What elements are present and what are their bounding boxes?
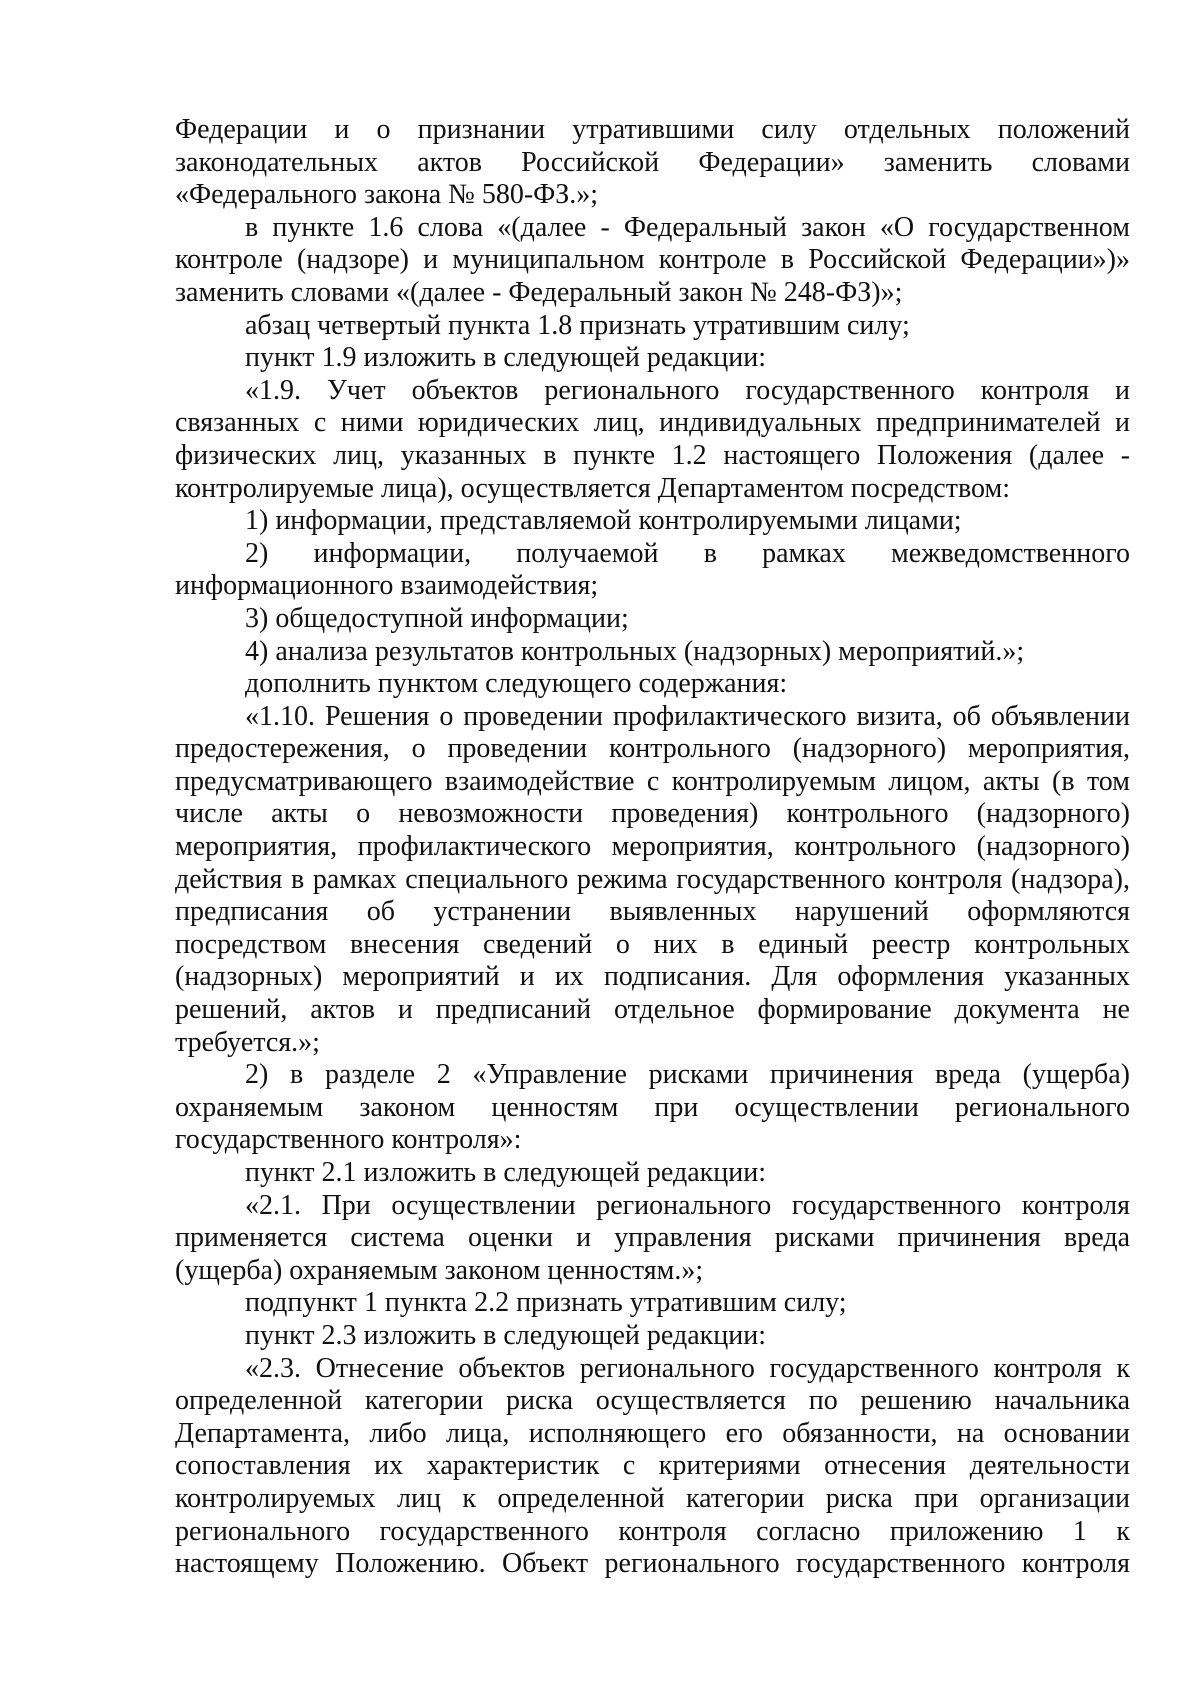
document-body bbox=[175, 114, 1130, 1581]
paragraph-2: в пункте 1.6 слова «(далее - Федеральный закон «О государственном контроле (надзоре) и муниципальном контроле в Российской Федерации»)» заменить словами «(далее - Федеральный закон № 248-ФЗ)»; bbox=[175, 211, 1130, 308]
paragraph-17: «2.3. Отнесение объектов регионального государственного контроля к определенной категории риска осуществляется по решению начальника Департамента, либо лица, исполняющего его обязанности, на основании сопоставления их характеристик с критериями отнесения деятельности контролируемых лиц к определенной категории риска при организации регионального государственного контроля согласно приложению 1 к настоящему Положению. Объект регионального государственного контроля bbox=[175, 1352, 1130, 1580]
paragraph-15: подпункт 1 пункта 2.2 признать утратившим силу; bbox=[245, 1287, 847, 1319]
paragraph-4: пункт 1.9 изложить в следующей редакции: bbox=[245, 342, 766, 374]
paragraph-12: 2) в разделе 2 «Управление рисками причинения вреда (ущерба) охраняемым законом ценностям при осуществлении регионального государственного контроля»: bbox=[175, 1059, 1130, 1156]
paragraph-7: 2) информации, получаемой в рамках межведомственного информационного взаимодействия; bbox=[175, 537, 1130, 602]
paragraph-8: 3) общедоступной информации; bbox=[245, 602, 629, 634]
paragraph-5: «1.9. Учет объектов регионального государственного контроля и связанных с ними юридических лиц, индивидуальных предпринимателей и физических лиц, указанных в пункте 1.2 настоящего Положения (далее - контролируемые лица), осуществляется Департаментом посредством: bbox=[175, 374, 1130, 504]
paragraph-14: «2.1. При осуществлении регионального государственного контроля применяется система оценки и управления рисками причинения вреда (ущерба) охраняемым законом ценностям.»; bbox=[175, 1189, 1130, 1286]
paragraph-13: пункт 2.1 изложить в следующей редакции: bbox=[245, 1157, 766, 1188]
paragraph-11: «1.10. Решения о проведении профилактического визита, об объявлении предостережения, о проведении контрольного (надзорного) мероприятия, предусматривающего взаимодействие с контролируемым лицом, акты (в том числе акты о невозможности проведения) контрольного (надзорного) мероприятия, профилактического мероприятия, контрольного (надзорного) действия в рамках специального режима государственного контроля (надзора), предписания об устранении выявленных нарушений оформляются посредством внесения сведений о них в единый реестр контрольных (надзорных) мероприятий и их подписания. Для оформления указанных решений, актов и предписаний отдельное формирование документа не требуется.»; bbox=[175, 700, 1130, 1058]
paragraph-9: 4) анализа результатов контрольных (надзорных) мероприятий.»; bbox=[245, 635, 1025, 667]
paragraph-10: дополнить пунктом следующего содержания: bbox=[245, 668, 788, 700]
paragraph-6: 1) информации, представляемой контролируемыми лицами; bbox=[245, 505, 962, 537]
paragraph-16: пункт 2.3 изложить в следующей редакции: bbox=[245, 1319, 766, 1351]
paragraph-3: абзац четвертый пункта 1.8 признать утратившим силу; bbox=[245, 309, 910, 341]
paragraph-1: Федерации и о признании утратившими силу отдельных положений законодательных актов Российской Федерации» заменить словами «Федерального закона № 580-ФЗ.»; bbox=[175, 114, 1130, 211]
